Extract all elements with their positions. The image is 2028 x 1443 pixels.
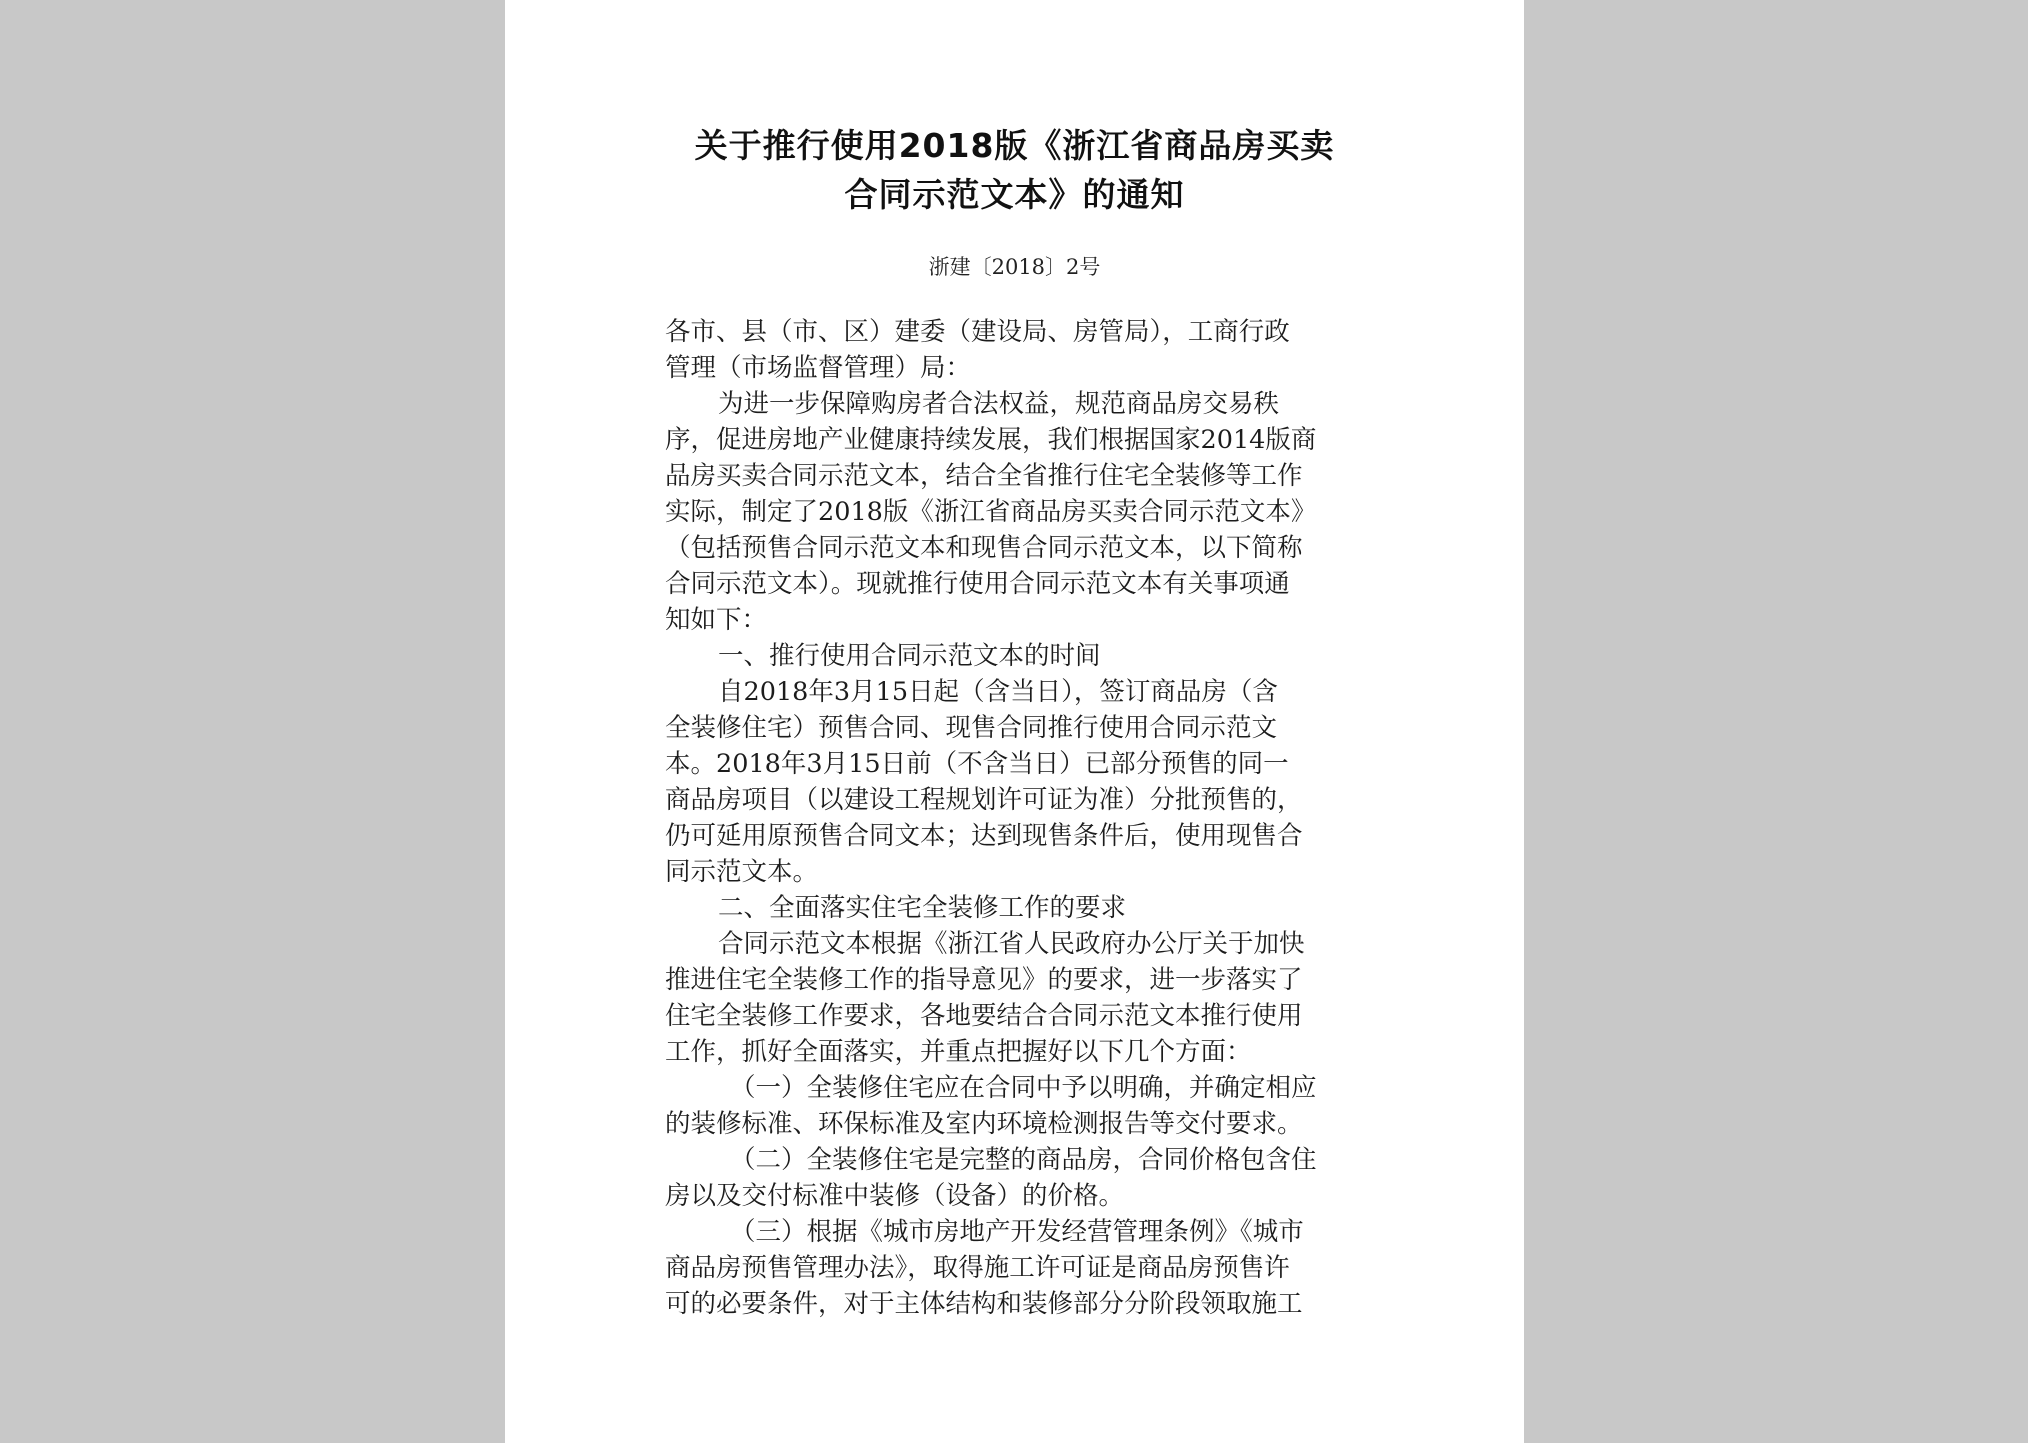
body-line: 同示范文本。 (665, 857, 819, 887)
body-line: 各市、县（市、区）建委（建设局、房管局），工商行政 (665, 317, 1290, 347)
title-line-2: 合同示范文本》的通知 (844, 175, 1185, 214)
document-number: 浙建〔2018〕2号 (928, 255, 1101, 279)
body-line: 实际，制定了2018版《浙江省商品房买卖合同示范文本》 (665, 497, 1317, 527)
document-page (505, 0, 1524, 1443)
body-line: 房以及交付标准中装修（设备）的价格。 (665, 1181, 1125, 1211)
body-line: 合同示范文本根据《浙江省人民政府办公厅关于加快 (718, 929, 1305, 959)
body-line: 自2018年3月15日起（含当日），签订商品房（含 (718, 677, 1278, 707)
body-line: 合同示范文本）。现就推行使用合同示范文本有关事项通 (665, 569, 1290, 599)
body-line: 推进住宅全装修工作的指导意见》的要求，进一步落实了 (665, 965, 1303, 995)
body-line: 仍可延用原预售合同文本；达到现售条件后，使用现售合 (665, 821, 1303, 851)
section-heading: 二、全面落实住宅全装修工作的要求 (718, 893, 1127, 923)
body-line: 知如下： (665, 605, 768, 635)
body-line: 本。2018年3月15日前（不含当日）已部分预售的同一 (665, 749, 1289, 779)
body-line: 可的必要条件，对于主体结构和装修部分分阶段领取施工 (665, 1289, 1303, 1319)
title-line-1: 关于推行使用2018版《浙江省商品房买卖 (694, 126, 1335, 165)
body-line: 管理（市场监督管理）局： (665, 353, 972, 383)
body-line: 住宅全装修工作要求，各地要结合合同示范文本推行使用 (665, 1001, 1303, 1031)
list-item-line: （一）全装修住宅应在合同中予以明确，并确定相应 (730, 1073, 1317, 1103)
body-line: 品房买卖合同示范文本，结合全省推行住宅全装修等工作 (665, 461, 1303, 491)
body-line: 商品房预售管理办法》，取得施工许可证是商品房预售许 (665, 1253, 1290, 1283)
body-line: 商品房项目（以建设工程规划许可证为准）分批预售的， (665, 785, 1303, 815)
body-line: 序，促进房地产业健康持续发展，我们根据国家2014版商 (665, 425, 1317, 455)
list-item-line: （二）全装修住宅是完整的商品房，合同价格包含住 (730, 1145, 1317, 1175)
section-heading: 一、推行使用合同示范文本的时间 (718, 641, 1101, 671)
body-line: 为进一步保障购房者合法权益，规范商品房交易秩 (718, 389, 1280, 419)
body-line: 的装修标准、环保标准及室内环境检测报告等交付要求。 (665, 1109, 1303, 1139)
list-item-line: （三）根据《城市房地产开发经营管理条例》《城市 (730, 1217, 1304, 1247)
body-line: 工作，抓好全面落实，并重点把握好以下几个方面： (665, 1037, 1252, 1067)
body-line: 全装修住宅）预售合同、现售合同推行使用合同示范文 (665, 713, 1278, 743)
body-line: （包括预售合同示范文本和现售合同示范文本，以下简称 (665, 533, 1303, 563)
